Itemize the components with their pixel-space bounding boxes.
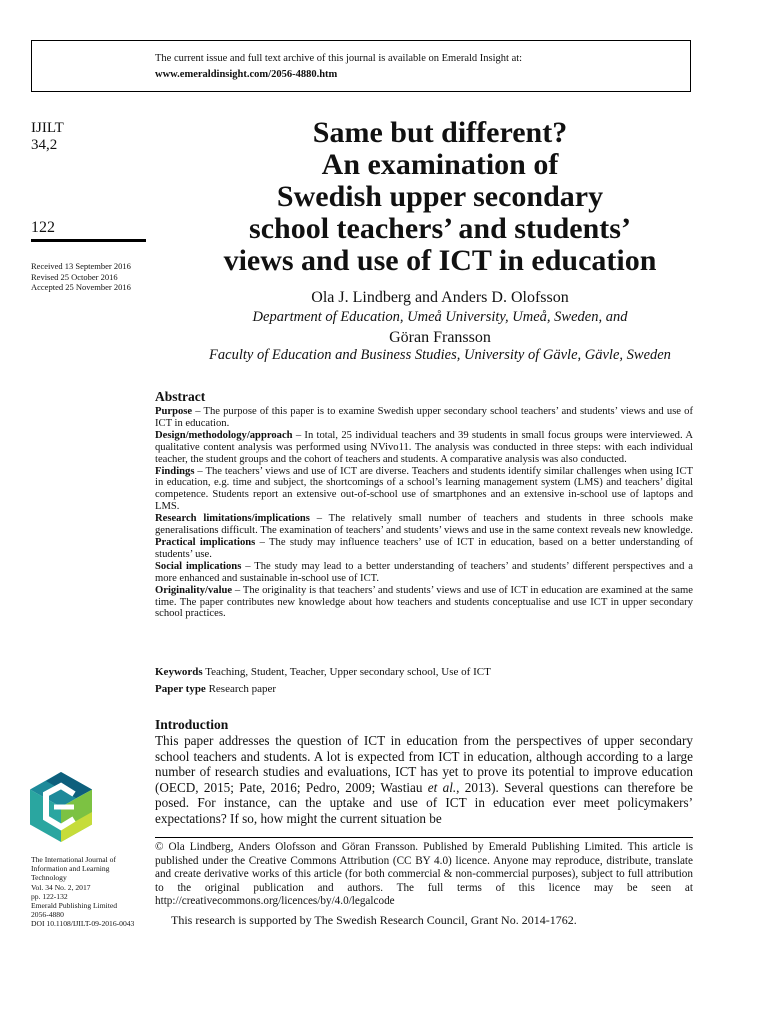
- keywords-text: Teaching, Student, Teacher, Upper secondary school, Use of ICT: [202, 666, 491, 678]
- paper-type-label: Paper type: [155, 683, 206, 695]
- abstract-label: Findings: [155, 465, 195, 477]
- title-line: Same but different?: [312, 116, 568, 149]
- copyright-text: © Ola Lindberg, Anders Olofsson and Göran Fransson. Published by Emerald Publishing Limited. This article is published under the Creative Commons Attribution (CC BY 4.0) licence. Anyone may reproduce, distribute, translate and create derivative works of this article (for both commercial & non-commercial purposes), subject to full attribution to the original publication and authors. The full terms of this licence may be seen at http://creativecommons.org/licences/by/4.0/legalcode: [155, 841, 693, 907]
- article-title: [150, 117, 730, 277]
- affiliation-1: Department of Education, Umeå University, Umeå, Sweden, and: [252, 309, 628, 325]
- title-line: views and use of ICT in education: [223, 244, 657, 277]
- journal-info: [31, 855, 134, 929]
- abstract-section: [155, 466, 693, 514]
- emerald-logo-icon: [30, 772, 92, 842]
- abstract-text: – The originality is that teachers’ and students’ views and use of ICT in education are examined at the same time. The paper contributes new knowledge about how teachers and students conceptualise and use ICT in upper secondary school practices.: [155, 584, 693, 620]
- funding-note: This research is supported by The Swedish Research Council, Grant No. 2014-1762.: [171, 913, 577, 927]
- journal-info-line: Technology: [31, 873, 67, 883]
- title-line: An examination of: [321, 148, 559, 181]
- accepted-date: Accepted 25 November 2016: [31, 282, 131, 292]
- authors-line-2: Göran Fransson: [389, 329, 491, 346]
- abstract-label: Design/methodology/approach: [155, 429, 293, 441]
- abstract-text: – The relatively small number of teachers and students in three schools make generalisations difficult. The examination of teachers’ and students’ views and use in the same context reveals new knowledge.: [155, 513, 693, 537]
- abstract-label: Research limitations/implications: [155, 513, 310, 525]
- title-line: school teachers’ and students’: [249, 212, 631, 245]
- copyright-footnote: [155, 841, 693, 909]
- title-line: Swedish upper secondary: [276, 180, 604, 213]
- journal-info-line: DOI 10.1108/IJILT-09-2016-0043: [31, 919, 135, 929]
- keywords-label: Keywords: [155, 666, 203, 678]
- journal-info-line: Vol. 34 No. 2, 2017: [31, 882, 91, 892]
- abstract-section: [155, 561, 693, 585]
- abstract-label: Practical implications: [155, 536, 256, 548]
- journal-info-line: The International Journal of: [31, 855, 116, 864]
- paper-type-text: Research paper: [205, 683, 277, 695]
- abstract-section: [155, 430, 693, 466]
- keywords: [155, 666, 491, 678]
- abstract-label: Purpose: [155, 406, 193, 417]
- abstract-heading: Abstract: [155, 389, 206, 404]
- introduction-body: [155, 733, 693, 826]
- page-number: 122: [31, 219, 55, 236]
- intro-text: This paper addresses the question of ICT in education from the perspectives of upper secondary school teachers and students. A lot is expected from ICT in education, although according to a large number of research studies and evaluations, ICT has yet to prove its potential to improve education (OECD, 2015; Pate, 2016; Pedro, 2009; Wastiau: [155, 733, 693, 795]
- revised-date: Revised 25 October 2016: [31, 271, 118, 282]
- abstract-label: Originality/value: [155, 584, 233, 596]
- journal-url-link[interactable]: www.emeraldinsight.com/2056-4880.htm: [155, 69, 338, 80]
- journal-info-line: Information and Learning: [31, 864, 110, 874]
- journal-info-line: Emerald Publishing Limited: [31, 901, 118, 911]
- intro-etal: et al.: [427, 779, 457, 795]
- authors-line-1: Ola J. Lindberg and Anders D. Olofsson: [311, 289, 569, 306]
- affiliation-2: Faculty of Education and Business Studies, University of Gävle, Gävle, Sweden: [209, 347, 671, 363]
- journal-code: [31, 120, 64, 154]
- abstract-text: – The study may influence teachers’ use of ICT in education, based on a better understanding of students’ use.: [155, 536, 693, 560]
- paper-type: [155, 683, 276, 695]
- introduction-heading: Introduction: [155, 717, 229, 732]
- abstract-text: – The study may lead to a better understanding of teachers’ and students’ different perspectives and a more enhanced and sustainable in-school use of ICT.: [155, 560, 693, 584]
- access-info-text: The current issue and full text archive of this journal is available on Emerald Insight at:: [155, 53, 523, 64]
- journal-abbrev: IJILT: [31, 120, 64, 136]
- access-info-box: [31, 40, 691, 92]
- abstract-section: [155, 406, 693, 430]
- abstract-text: – The teachers’ views and use of ICT are diverse. Teachers and students identify similar challenges when using ICT in education, e.g. time and subject, the shortcomings of a school’s learning management system (LMS) and teachers’ digital competence. Students report an extensive out-of-school use of smartphones and an extensive in-school use of laptops and LMS.: [155, 465, 693, 513]
- intro-text-cont: , 2013). Several questions can therefore be posed. For instance, can the uptake and use of ICT in education ever meet policymakers’ expectations? If so, how might the current situation be: [155, 779, 694, 826]
- abstract-text: – The purpose of this paper is to examine Swedish upper secondary school teachers’ and students’ views and use of ICT in education.: [155, 406, 693, 429]
- abstract-section: [155, 513, 693, 537]
- footnote-rule: [155, 837, 693, 838]
- abstract-section: [155, 585, 693, 621]
- abstract-text: – In total, 25 individual teachers and 39 students in small focus groups were interviewed. A qualitative content analysis was performed using NVivo11. The analysis was conducted in three steps: with each individual teacher, the student groups and the cohort of teachers and students. A comparative analysis was also conducted.: [155, 429, 693, 465]
- abstract-label: Social implications: [155, 560, 242, 572]
- journal-info-line: pp. 122-132: [31, 891, 68, 901]
- abstract-body: [155, 406, 693, 620]
- page-number-rule: [31, 239, 146, 242]
- received-date: Received 13 September 2016: [31, 261, 131, 271]
- abstract-section: [155, 537, 693, 561]
- journal-volume: 34,2: [31, 137, 58, 153]
- article-dates: [31, 261, 131, 293]
- journal-info-line: 2056-4880: [31, 910, 64, 920]
